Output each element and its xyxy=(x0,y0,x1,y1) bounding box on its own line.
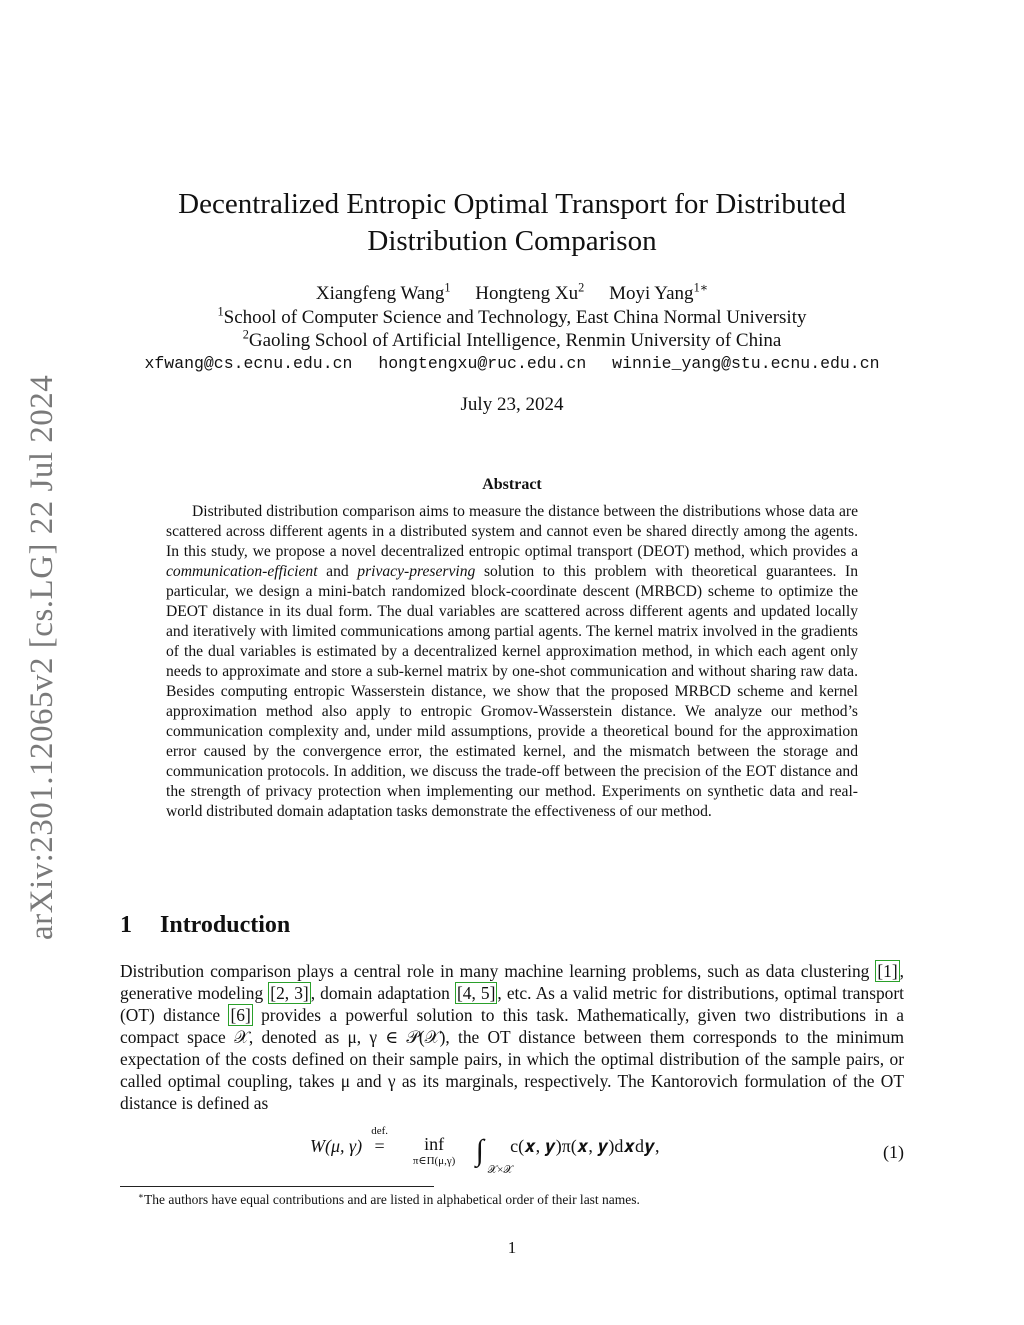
citation-link[interactable]: [6] xyxy=(230,1005,251,1025)
section-heading: 1 Introduction xyxy=(120,912,291,938)
abstract-heading: Abstract xyxy=(482,476,542,493)
citation-link[interactable]: [4, 5] xyxy=(456,983,496,1003)
abstract-body: Distributed distribution comparison aims to measure the distance between the distributions whose data are scattered across different agents in a distributed system and cannot even be shared directly among the agents. In this study, we propose a novel decentralized entropic optimal transport (DEOT) method, which provides a communication-efficient and privacy-preserving solution to this problem with theoretical guarantees. In particular, we design a mini-batch randomized block-coordinate descent (MRBCD) scheme to optimize the DEOT distance in its dual form. The dual variables are scattered across different agents and updated locally and iteratively with limited communications among partial agents. The kernel matrix involved in the gradients of the dual variables is estimated by a decentralized kernel approximation method, in which each agent only needs to approximate and store a sub-kernel matrix by one-shot communication and without sharing raw data. Besides computing entropic Wasserstein distance, we show that the proposed MRBCD scheme and kernel approximation method also apply to entropic Gromov-Wasserstein distance. We analyze our method’s communication complexity and, under mild assumptions, provide a theoretical bound for the approximation error caused by the convergence error, the estimated kernel, and the mismatch between the storage and communication protocols. In addition, we discuss the trade-off between the precision of the EOT distance and the strength of privacy protection when implementing our method. Experiments on synthetic data and real-world distributed domain adaptation tasks demonstrate the effectiveness of our method. xyxy=(166,503,858,820)
paper-date: July 23, 2024 xyxy=(460,394,564,415)
author: Moyi Yang$^{1∗}$ xyxy=(609,280,709,304)
citation-link[interactable]: [2, 3] xyxy=(270,983,309,1003)
email: hongtengxu@ruc.edu.cn xyxy=(378,354,587,373)
arxiv-stamp: arXiv:2301.12065v2 [cs.LG] 22 Jul 2024 xyxy=(24,374,60,940)
affiliation: $^2$Gaoling School of Artificial Intelligence, Renmin University of China xyxy=(242,327,782,351)
equation-number: (1) xyxy=(883,1142,904,1162)
email: winnie_yang@stu.ecnu.edu.cn xyxy=(612,354,880,373)
author: Xiangfeng Wang$^1$ xyxy=(315,280,451,304)
equation-1: W(μ, γ) def. = inf π∈Π(μ,γ) ∫ 𝒳×𝒳 c(𝒙, 𝒚)π(𝒙, 𝒚)d𝒙d𝒚, (1) xyxy=(310,1125,904,1176)
email-list xyxy=(100,352,924,376)
citation-link[interactable]: [1] xyxy=(877,961,898,981)
page-number: 1 xyxy=(507,1238,517,1257)
intro-paragraph: Distribution comparison plays a central role in many machine learning problems, such as data clustering [1] , generative modeling [2, 3] , domain adaptation [4, 5] , etc. As a valid metric for distributions, optimal transport (OT) distance [6] provides a powerful solution to this task. Mathematically, given two distributions in a compact space 𝒳, denoted as μ, γ ∈ 𝒫(𝒳), the OT distance between them corresponds to the minimum expectation of the costs defined on their sample pairs, in which the optimal distribution of the sample pairs, or called optimal coupling, takes μ and γ as its marginals, respectively. The Kantorovich formulation of the OT distance is defined as xyxy=(120,961,904,1113)
footnote: ∗The authors have equal contributions and are listed in alphabetical order of their last names. xyxy=(138,1190,640,1207)
affiliation: $^1$School of Computer Science and Technology, East China Normal University xyxy=(217,304,807,328)
author-list xyxy=(120,282,904,306)
author: Hongteng Xu$^2$ xyxy=(475,280,585,304)
paper-title xyxy=(120,186,904,260)
title-line-1: Decentralized Entropic Optimal Transport for Distributed xyxy=(178,188,846,220)
title-line-2: Distribution Comparison xyxy=(367,225,657,257)
email: xfwang@cs.ecnu.edu.cn xyxy=(144,354,353,373)
footnote-rule xyxy=(120,1186,434,1187)
